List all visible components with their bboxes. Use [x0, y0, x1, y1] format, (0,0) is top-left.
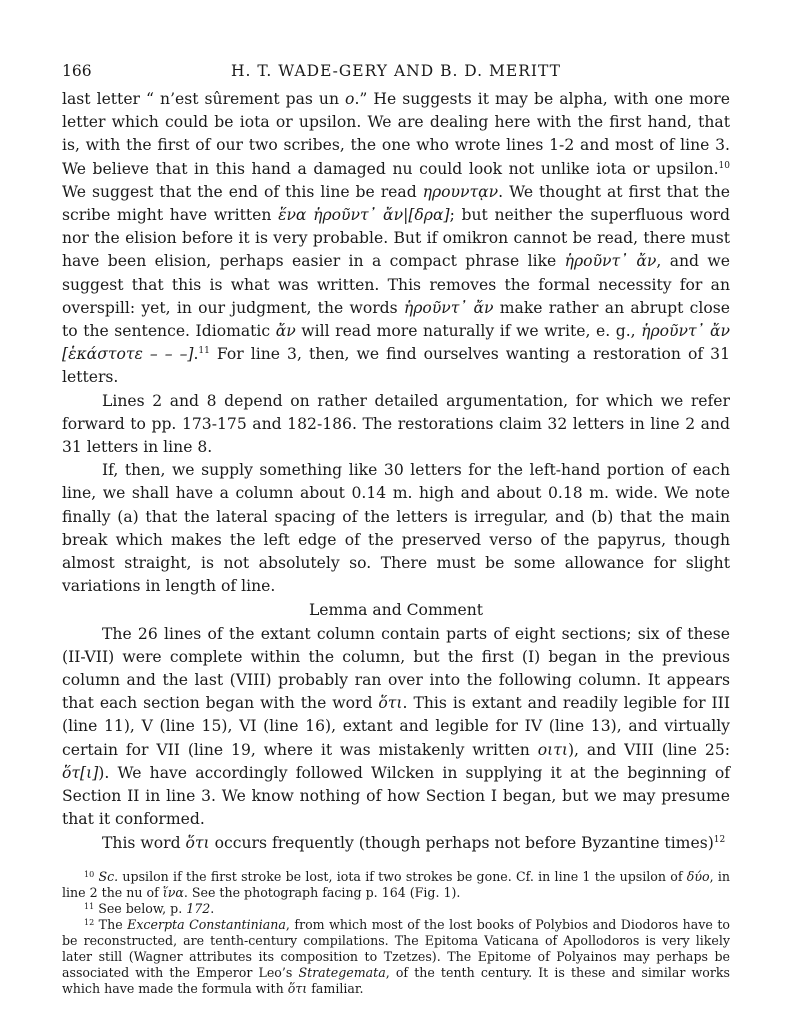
text-span: upsilon if the first stroke be lost, iota if two strokes be gone. Cf. in line 1 the upsilon of [118, 868, 687, 884]
page [62, 58, 730, 997]
text-span: . [193, 345, 199, 364]
text-span: ). We have accordingly followed Wilcken in supplying it at the beginning of Section II in line 3. We know nothing of how Section I began, but we may presume that it conformed. [62, 763, 730, 829]
text-span: The 26 lines of the extant column contain parts of eight sections; six of these (II-VII) were complete within the column, but the first (I) began in the previous column and the last (VIII) probably ran over into the following column. It appears that each section began with the word [62, 624, 730, 713]
text-span: For line 3, then, we find ourselves wanting a restoration of 31 letters. [62, 345, 730, 387]
text-span: See below, p. [94, 900, 187, 916]
page-number: 166 [62, 62, 92, 80]
greek-text: οιτι [537, 740, 568, 759]
greek-text: o [345, 90, 355, 108]
greek-text: ἡροῦντ᾽ ἄν [403, 298, 494, 317]
paragraph-4 [62, 623, 730, 832]
greek-text: ἡροῦντ᾽ ἄν [564, 252, 657, 271]
work-title: Excerpta Constantiniana [127, 916, 286, 932]
text-span: make rather an abrupt close to the sentence. Idiomatic [62, 298, 730, 341]
footnote-lead: Sc. [98, 868, 119, 884]
greek-text: ἄν [275, 322, 296, 341]
greek-text: ἡροῦντ᾽ ἄν [ἑκάστοτε – – –] [62, 322, 730, 364]
footnote-12 [62, 917, 730, 997]
text-span: .” He suggests it may be alpha, with one more letter which could be iota or upsilon. We are dealing here with the first hand, that is, with the first of our two scribes, the one who wrote lines 1-2 and most of line 3. We believe that in this hand a damaged nu could look not unlike iota or upsilon. [62, 90, 730, 178]
greek-text: ὅτ[ι] [62, 763, 99, 782]
footnote-number: 10 [84, 869, 95, 879]
text-span: , and we suggest that this is what was written. This removes the formal necessity for an overspill: yet, in our judgment, the words [62, 252, 730, 317]
paragraph-1 [62, 88, 730, 390]
footnote-10 [62, 869, 730, 901]
section-heading: Lemma and Comment [308, 601, 484, 620]
footnote-ref-10: 10 [718, 160, 730, 171]
text-span: familiar. [307, 980, 364, 996]
greek-text: δύο [686, 868, 710, 884]
text-span: ; but neither the superfluous word nor the elision before it is very probable. But if omikron cannot be read, there must have been elision, perhaps easier in a compact phrase like [62, 206, 730, 271]
text-span: occurs frequently (though perhaps not before Byzantine times) [209, 833, 714, 852]
page-reference: 172 [186, 900, 211, 916]
body-text [62, 88, 730, 855]
footnote-11 [62, 901, 730, 917]
paragraph-2: Lines 2 and 8 depend on rather detailed argumentation, for which we refer forward to pp. 173-175 and 182-186. The restorations claim 32 letters in line 2 and 31 letters in line 8. [62, 391, 730, 457]
footnote-ref-12: 12 [713, 834, 726, 845]
running-head: H. T. WADE-GERY AND B. D. MERITT [231, 62, 561, 80]
text-span: . [210, 900, 215, 916]
greek-text: ὅτι [378, 694, 403, 713]
text-span: , of the tenth century. It is these and similar works which have made the formula with [62, 964, 730, 996]
text-span: . See the photograph facing p. 164 (Fig. 1). [183, 884, 461, 900]
text-span: This word [102, 833, 186, 852]
text-span: We suggest that the end of this line be read [62, 182, 423, 201]
footnote-number: 11 [84, 901, 95, 911]
greek-text: ἕνα ἡροῦντ᾽ ἄν|[δρα] [278, 206, 450, 225]
greek-text: ὅτι [287, 980, 308, 996]
greek-text: ὅτι [185, 833, 210, 852]
text-span: , in line 2 the nu of [62, 868, 730, 900]
text-span: . This is extant and readily legible for III (line 11), V (line 15), VI (line 16), extant and legible for IV (line 13), and virtually certain for VII (line 19, where it was mistakenly written [62, 694, 730, 759]
footnote-number: 12 [84, 917, 95, 927]
greek-text: ηρουντᾳν [422, 182, 499, 201]
text-span: . We thought at first that the scribe might have written [62, 182, 730, 225]
paragraph-3: If, then, we supply something like 30 letters for the left-hand portion of each line, we shall have a column about 0.14 m. high and about 0.18 m. wide. We note finally (a) that the lateral spacing of the letters is irregular, and (b) that the main break which makes the left edge of the preserved verso of the papyrus, though almost straight, is not absolutely so. There must be some allowance for slight variations in length of line. [62, 461, 730, 596]
text-span: The [94, 916, 128, 932]
text-span: ), and VIII (line 25: [567, 740, 730, 759]
paragraph-5 [62, 832, 730, 855]
work-title: Strategemata [298, 964, 386, 980]
text-span: , from which most of the lost books of Polybios and Diodoros have to be reconstructed, are tenth-century compilations. The Epitoma Vaticana of Apollodoros is very likely later still (Wagner attributes its composition to Tzetzes). The Epitome of Polyainos may perhaps be associated with the Emperor Leo’s [62, 916, 730, 980]
text-span: last letter “ n’est sûrement pas un [62, 90, 346, 108]
footnote-ref-11: 11 [198, 346, 210, 357]
footnotes [62, 869, 730, 997]
page-header [62, 58, 730, 88]
text-span: will read more naturally if we write, e. g., [295, 322, 642, 341]
greek-text: ἵνα [162, 884, 184, 900]
